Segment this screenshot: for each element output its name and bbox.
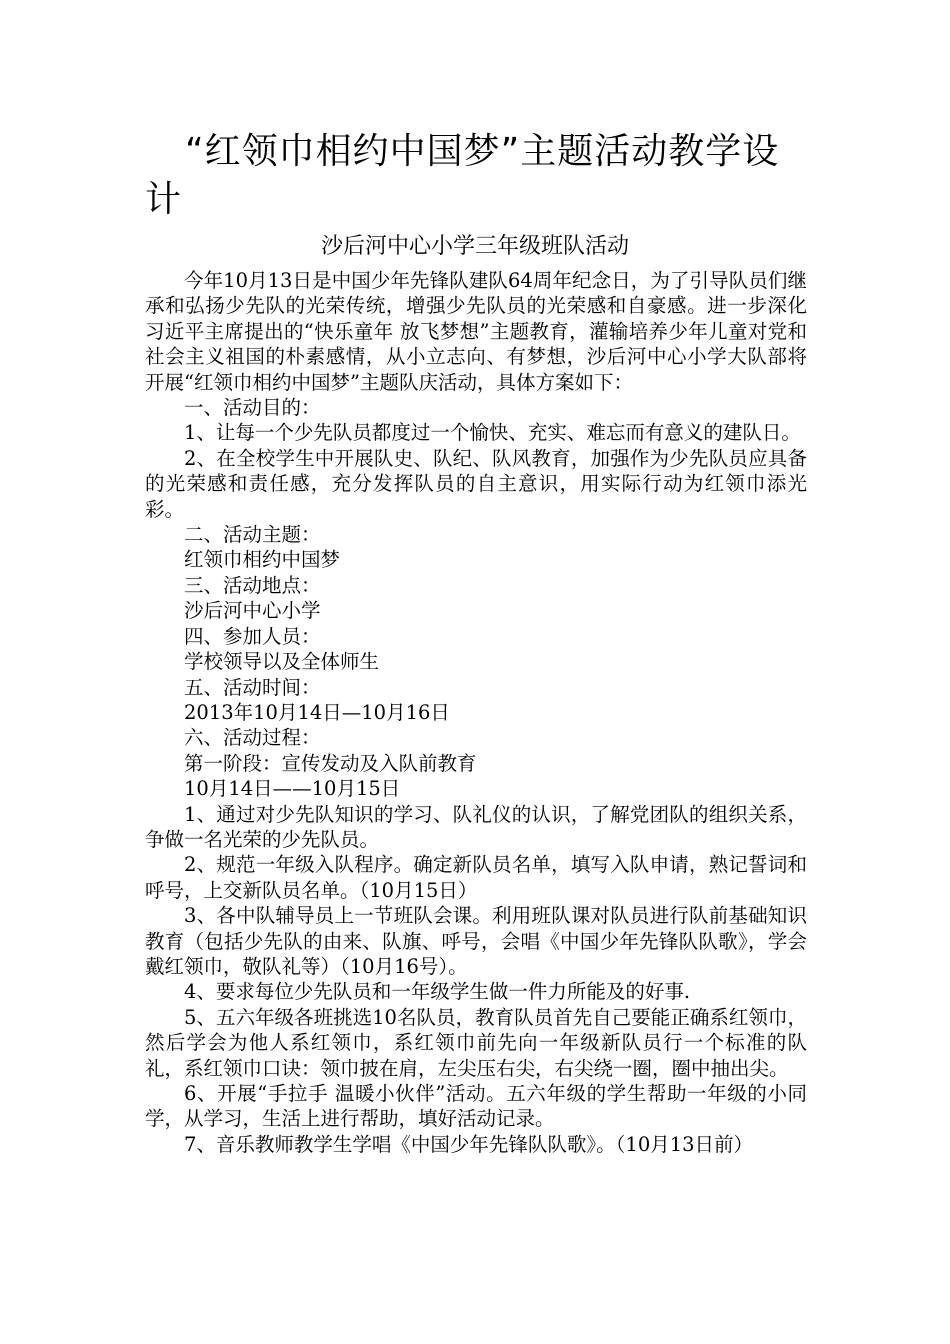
section-content: 红领巾相约中国梦 <box>184 548 341 572</box>
list-item: 2、在全校学生中开展队史、队纪、队风教育，加强作为少先队员应具备的光荣感和责任感，充分发挥队员的自主意识，用实际行动为红领巾添光彩。 <box>145 446 807 521</box>
document-body <box>145 268 807 1157</box>
section-content: 沙后河中心小学 <box>184 599 321 623</box>
section-heading: 四、参加人员： <box>184 624 321 648</box>
stage-heading: 第一阶段：宣传发动及入队前教育 <box>184 751 477 775</box>
list-item: 2、规范一年级入队程序。确定新队员名单，填写入队申请，熟记誓词和呼号，上交新队员名单。（10月15日） <box>145 853 807 902</box>
section-heading: 二、活动主题： <box>184 523 321 547</box>
section-content: 学校领导以及全体师生 <box>184 650 380 674</box>
list-item: 6、开展“手拉手 温暖小伙伴”活动。五六年级的学生帮助一年级的小同学，从学习，生活上进行帮助，填好活动记录。 <box>145 1082 807 1131</box>
stage-dates: 10月14日——10月15日 <box>184 777 401 801</box>
list-item: 4、要求每位少先队员和一年级学生做一件力所能及的好事. <box>184 980 691 1004</box>
section-heading: 六、活动过程： <box>184 726 321 750</box>
list-item: 7、音乐教师教学生学唱《中国少年先锋队队歌》。（10月13日前） <box>184 1132 754 1156</box>
section-heading: 三、活动地点： <box>184 573 321 597</box>
list-item: 1、通过对少先队知识的学习、队礼仪的认识，了解党团队的组织关系，争做一名光荣的少先队员。 <box>145 802 807 851</box>
document-subtitle: 沙后河中心小学三年级班队活动 <box>320 234 629 259</box>
list-item: 5、五六年级各班挑选10名队员，教育队员首先自己要能正确系红领巾，然后学会为他人系红领巾，系红领巾前先向一年级新队员行一个标准的队礼，系红领巾口诀：领巾披在肩，左尖压右尖，右尖绕一圈，圈中抽出尖。 <box>145 1005 807 1080</box>
section-heading: 一、活动目的： <box>184 396 321 420</box>
list-item: 1、让每一个少先队员都度过一个愉快、充实、难忘而有意义的建队日。 <box>184 421 801 445</box>
intro-paragraph: 今年10月13日是中国少年先锋队建队64周年纪念日，为了引导队员们继承和弘扬少先队的光荣传统，增强少先队员的光荣感和自豪感。进一步深化习近平主席提出的“快乐童年 放飞梦想”主题教育，灌输培养少年儿童对党和社会主义祖国的朴素感情，从小立志向、有梦想，沙后河中心小学大队部将开展“红领巾相约中国梦”主题队庆活动，具体方案如下： <box>145 269 807 394</box>
section-content: 2013年10月14日—10月16日 <box>184 700 450 724</box>
section-heading: 五、活动时间： <box>184 675 321 699</box>
document-title: “红领巾相约中国梦”主题活动教学设计 <box>145 131 780 220</box>
list-item: 3、各中队辅导员上一节班队会课。利用班队课对队员进行队前基础知识教育（包括少先队的由来、队旗、呼号，会唱《中国少年先锋队队歌》，学会戴红领巾，敬队礼等）（10月16号）。 <box>145 904 807 978</box>
